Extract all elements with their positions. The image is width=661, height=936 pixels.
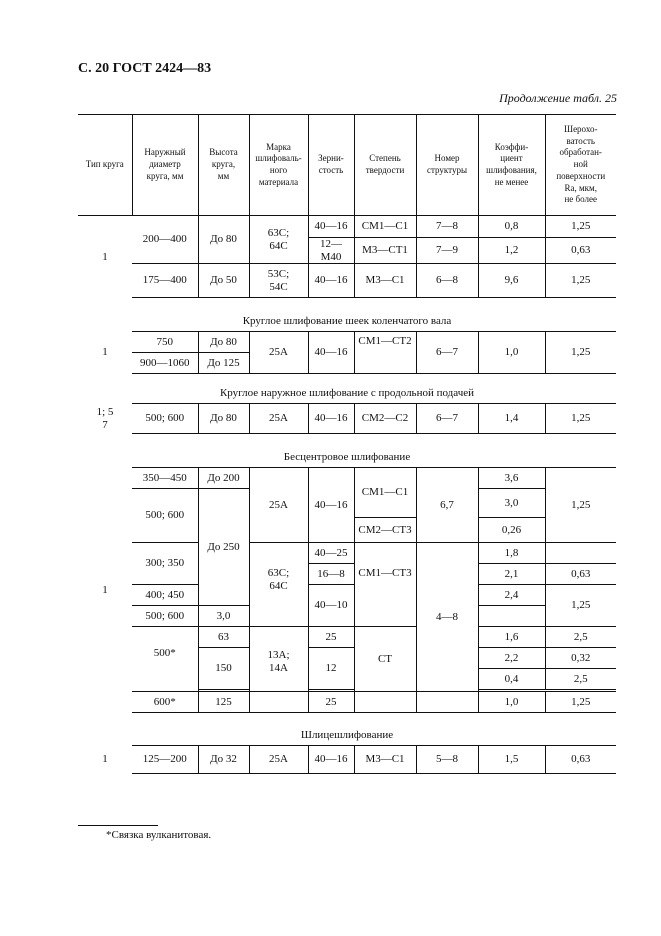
section-title-row	[78, 298, 616, 332]
cell-height: До 250	[198, 489, 249, 606]
cell-coefficient: 3,0	[478, 489, 545, 518]
column-header: Наружный диаметр круга, мм	[132, 115, 198, 216]
cell-roughness: 1,25	[545, 404, 616, 434]
cell-roughness: 0,32	[545, 648, 616, 669]
cell-grit: 40—16	[308, 216, 354, 238]
cell-hardness-empty	[354, 692, 416, 713]
cell-height: 125	[198, 692, 249, 713]
cell-grit: 40—16	[308, 404, 354, 434]
cell-height: До 80	[198, 332, 249, 353]
cell-coefficient: 3,6	[478, 468, 545, 489]
cell-diameter: 350—450	[132, 468, 198, 489]
cell-grit: 40—16	[308, 468, 354, 543]
footnote-divider	[78, 825, 158, 826]
cell-grit: 25	[308, 627, 354, 648]
column-header: Зерни- стость	[308, 115, 354, 216]
cell-material-empty	[249, 692, 308, 713]
cell-type: 1	[102, 250, 108, 263]
cell-hardness: СМ2—С2	[354, 404, 416, 434]
cell-roughness: 1,25	[545, 332, 616, 374]
cell-height: 150	[198, 648, 249, 690]
table-row	[78, 468, 616, 489]
cell-structure: 7—8	[416, 216, 478, 238]
cell-diameter: 750	[132, 332, 198, 353]
cell-diameter: 500; 600	[132, 404, 198, 434]
specification-table	[78, 114, 616, 774]
cell-height: 63	[198, 627, 249, 648]
cell-material: 53С; 54С	[249, 264, 308, 298]
cell-coefficient: 2,1	[478, 564, 545, 585]
cell-grit: 25	[308, 692, 354, 713]
cell-structure: 7—9	[416, 238, 478, 264]
cell-roughness: 0,63	[545, 746, 616, 774]
cell-type: 1	[102, 346, 108, 359]
cell-hardness: СМ1—С1	[354, 468, 416, 518]
section-title: Круглое шлифование шеек коленчатого вала	[242, 314, 452, 327]
cell-roughness: 1,25	[545, 692, 616, 713]
cell-type: 1; 5 7	[96, 406, 114, 431]
cell-diameter: 500*	[132, 627, 198, 692]
section-title-row	[78, 434, 616, 468]
cell-material: 63С; 64С	[249, 216, 308, 264]
cell-material: 25А	[249, 746, 308, 774]
cell-material: 13А; 14А	[249, 627, 308, 692]
cell-diameter: 125—200	[132, 746, 198, 774]
table-row	[78, 404, 616, 434]
cell-structure: 6—7	[416, 404, 478, 434]
cell-roughness: 1,25	[545, 264, 616, 298]
cell-roughness-empty	[545, 543, 616, 564]
table-row	[78, 264, 616, 298]
column-header: Высота круга, мм	[198, 115, 249, 216]
section-title: Круглое наружное шлифование с продольной подачей	[219, 386, 475, 399]
page-header: С. 20 ГОСТ 2424—83	[78, 61, 212, 76]
cell-hardness: М3—С1	[354, 746, 416, 774]
cell-hardness: СМ1—СТ3	[354, 543, 416, 627]
table-header-row	[78, 115, 616, 216]
table-row	[78, 692, 616, 713]
cell-diameter: 500; 600	[132, 606, 198, 627]
cell-hardness: М3—С1	[354, 264, 416, 298]
cell-diameter: 200—400	[132, 216, 198, 264]
cell-coefficient: 0,4	[478, 669, 545, 690]
cell-coefficient: 1,4	[478, 404, 545, 434]
cell-hardness: СМ1—СТ2	[354, 332, 416, 374]
cell-diameter: 600*	[132, 692, 198, 713]
cell-height: До 80	[198, 216, 249, 264]
column-header: Номер структуры	[416, 115, 478, 216]
cell-diameter: 400; 450	[132, 585, 198, 606]
cell-roughness: 2,5	[545, 627, 616, 648]
cell-structure: 5—8	[416, 746, 478, 774]
cell-diameter: 900—1060	[132, 353, 198, 374]
cell-coefficient: 0,26	[478, 518, 545, 543]
cell-material: 25А	[249, 332, 308, 374]
cell-roughness: 0,63	[545, 238, 616, 264]
column-header: Марка шлифоваль- ного материала	[249, 115, 308, 216]
cell-grit: 16—8	[308, 564, 354, 585]
cell-grit: 40—16	[308, 264, 354, 298]
cell-grit: 40—10	[308, 585, 354, 627]
cell-roughness: 1,25	[545, 468, 616, 543]
cell-diameter: 300; 350	[132, 543, 198, 585]
cell-coefficient: 1,5	[478, 746, 545, 774]
column-header: Тип круга	[78, 115, 132, 216]
cell-height: До 32	[198, 746, 249, 774]
cell-material: 25А	[249, 468, 308, 543]
cell-material: 63С; 64С	[249, 543, 308, 627]
cell-height: До 50	[198, 264, 249, 298]
cell-height: До 80	[198, 404, 249, 434]
section-title: Бесцентровое шлифование	[283, 450, 411, 463]
table-row	[78, 216, 616, 238]
table-row	[78, 746, 616, 774]
cell-diameter: 175—400	[132, 264, 198, 298]
table-row	[78, 585, 616, 606]
cell-grit: 40—16	[308, 746, 354, 774]
cell-coefficient: 9,6	[478, 264, 545, 298]
cell-structure: 4—8	[416, 543, 478, 692]
cell-coefficient: 1,0	[478, 692, 545, 713]
cell-coefficient: 0,8	[478, 216, 545, 238]
column-header: Степень твердости	[354, 115, 416, 216]
cell-roughness: 1,25	[545, 216, 616, 238]
cell-height: До 200	[198, 468, 249, 489]
cell-coefficient: 1,2	[478, 238, 545, 264]
cell-hardness: СТ	[354, 627, 416, 692]
cell-material: 25А	[249, 404, 308, 434]
cell-grit: 40—16	[308, 332, 354, 374]
column-header: Коэффи- циент шлифования, не менее	[478, 115, 545, 216]
cell-coefficient: 1,6	[478, 627, 545, 648]
cell-hardness: М3—СТ1	[354, 238, 416, 264]
cell-roughness: 1,25	[545, 585, 616, 627]
cell-grit: 12—М40	[308, 238, 354, 264]
table-row	[78, 332, 616, 353]
footnote: *Связка вулканитовая.	[106, 829, 212, 841]
cell-coefficient: 3,0	[198, 606, 249, 627]
cell-height: До 125	[198, 353, 249, 374]
column-header: Шерохо- ватость обработан- ной поверхности Ra, мкм, не более	[545, 115, 616, 216]
cell-coefficient: 1,8	[478, 543, 545, 564]
cell-structure-empty	[416, 692, 478, 713]
cell-roughness: 2,5	[545, 669, 616, 690]
cell-grit: 40—25	[308, 543, 354, 564]
cell-coefficient: 2,4	[478, 585, 545, 606]
section-title: Шлицешлифование	[300, 728, 394, 741]
cell-coefficient: 2,2	[478, 648, 545, 669]
cell-coefficient: 1,0	[478, 332, 545, 374]
cell-hardness: СМ1—С1	[354, 216, 416, 238]
table-row	[78, 543, 616, 564]
cell-roughness: 0,63	[545, 564, 616, 585]
cell-structure: 6—7	[416, 332, 478, 374]
cell-diameter: 500; 600	[132, 489, 198, 543]
cell-structure: 6—8	[416, 264, 478, 298]
cell-type: 1	[102, 583, 108, 596]
section-title-row	[78, 713, 616, 746]
cell-structure: 6,7	[416, 468, 478, 543]
table-continuation-label: Продолжение табл. 25	[499, 91, 617, 105]
table-row	[78, 627, 616, 648]
cell-grit: 12	[308, 648, 354, 690]
cell-hardness: СМ2—СТ3	[354, 518, 416, 543]
cell-type: 1	[102, 753, 108, 766]
section-title-row	[78, 374, 616, 404]
